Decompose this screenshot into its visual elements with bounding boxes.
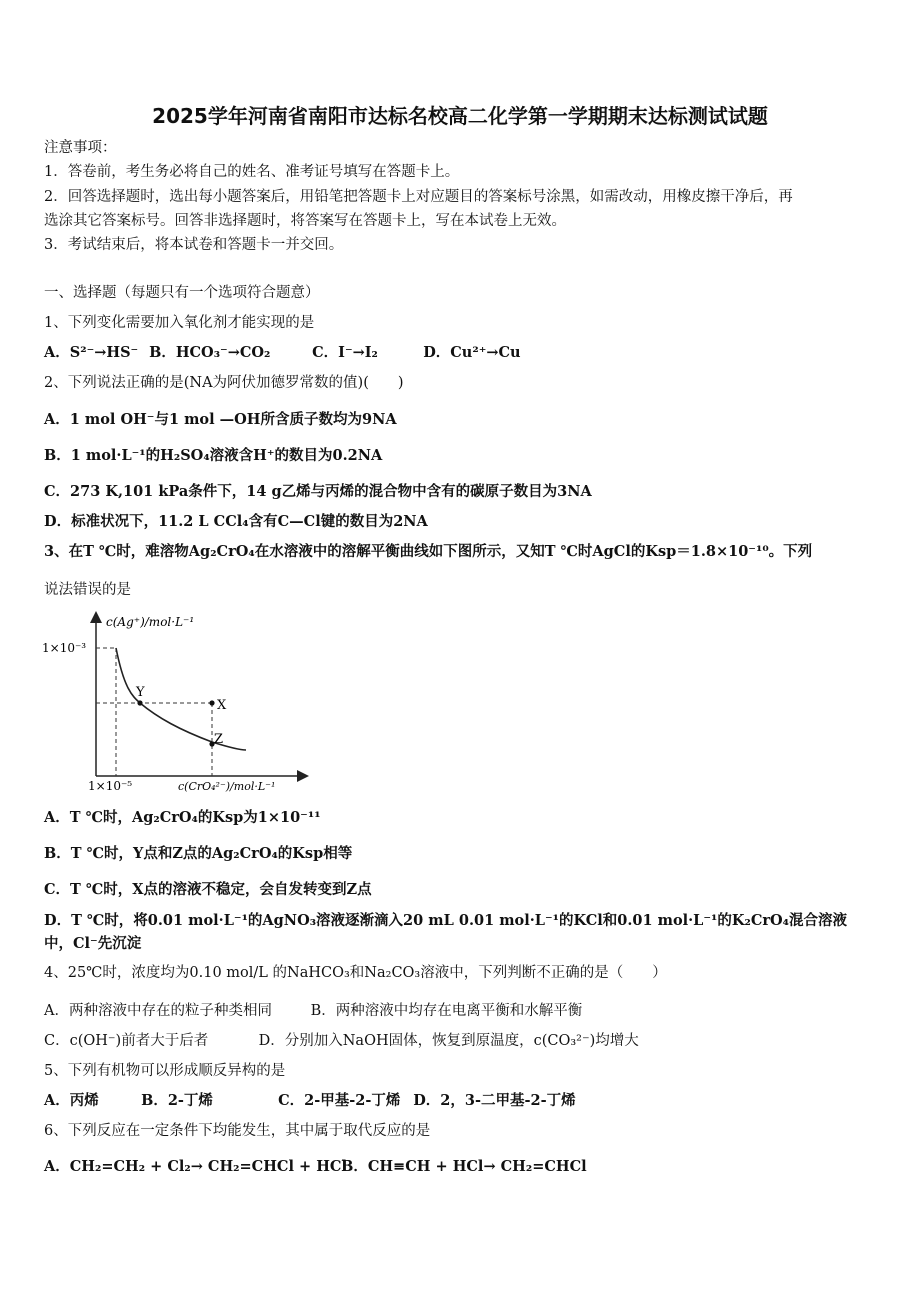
option-a: A．CH₂=CH₂ + Cl₂→ CH₂=CHCl + HCl (44, 1158, 347, 1175)
notice-heading: 注意事项： (44, 140, 117, 156)
point-z-label: Z (214, 732, 224, 747)
question-1-options (44, 343, 884, 363)
question-5-stem: 5、下列有机物可以形成顺反异构的是 (44, 1063, 286, 1079)
question-2-option-a: A．1 mol OH⁻与1 mol —OH所含质子数均为9NA (44, 411, 397, 428)
option-c: C．I⁻→I₂ (312, 344, 378, 361)
option-a: A．S²⁻→HS⁻ (44, 344, 139, 361)
question-1-stem: 1、下列变化需要加入氧化剂才能实现的是 (44, 315, 315, 331)
notice-item: 3．考试结束后，将本试卷和答题卡一并交回。 (44, 237, 344, 253)
question-4-stem: 4、25℃时，浓度均为0.10 mol/L 的NaHCO₃和Na₂CO₃溶液中，下列判断不正确的是（ ） (44, 965, 667, 981)
page-title: 2025学年河南省南阳市达标名校高二化学第一学期期末达标测试试题 (152, 104, 768, 128)
question-3-option-d: D．T ℃时，将0.01 mol·L⁻¹的AgNO₃溶液逐渐滴入20 mL 0.01 mol·L⁻¹的KCl和0.01 mol·L⁻¹的K₂CrO₄混合溶液 (44, 912, 847, 929)
option-a: A．丙烯 (44, 1092, 99, 1109)
question-2-option-d: D．标准状况下，11.2 L CCl₄含有C—Cl键的数目为2NA (44, 513, 428, 530)
notice-item: 2．回答选择题时，选出每小题答案后，用铅笔把答题卡上对应题目的答案标号涂黑，如需改动，用橡皮擦干净后，再 (44, 189, 793, 205)
point-x (209, 700, 214, 705)
point-x-label: X (217, 698, 227, 713)
question-3-option-a: A．T ℃时，Ag₂CrO₄的Ksp为1×10⁻¹¹ (44, 809, 321, 826)
question-3-option-c: C．T ℃时，X点的溶液不稳定，会自发转变到Z点 (44, 881, 372, 898)
question-4-options-row1 (44, 1001, 884, 1021)
question-6-options (44, 1157, 884, 1177)
option-b: B．2-丁烯 (141, 1092, 213, 1109)
x-tick-label: 1×10⁻⁵ (88, 779, 133, 792)
question-3-option-b: B．T ℃时，Y点和Z点的Ag₂CrO₄的Ksp相等 (44, 845, 353, 862)
solubility-chart (40, 608, 310, 792)
point-y (137, 700, 142, 705)
option-b: B．两种溶液中均存在电离平衡和水解平衡 (310, 1003, 583, 1019)
question-6-stem: 6、下列反应在一定条件下均能发生，其中属于取代反应的是 (44, 1123, 431, 1139)
section-heading: 一、选择题（每题只有一个选项符合题意） (44, 285, 320, 301)
option-d: D．分别加入NaOH固体，恢复到原温度，c(CO₃²⁻)均增大 (258, 1033, 639, 1049)
option-b: B．CH≡CH + HCl→ CH₂=CHCl (341, 1158, 587, 1175)
y-tick-label: 1×10⁻³ (42, 641, 87, 655)
question-3-option-d-cont: 中，Cl⁻先沉淀 (44, 935, 142, 952)
point-y-label: Y (136, 685, 145, 700)
y-axis-label: c(Ag⁺)/mol·L⁻¹ (106, 615, 195, 629)
option-d: D．Cu²⁺→Cu (423, 344, 521, 361)
notice-item: 1．答卷前，考生务必将自己的姓名、准考证号填写在答题卡上。 (44, 164, 460, 180)
option-a: A．两种溶液中存在的粒子种类相同 (44, 1003, 272, 1019)
option-b: B．HCO₃⁻→CO₂ (149, 344, 271, 361)
option-c: C．c(OH⁻)前者大于后者 (44, 1033, 209, 1049)
question-2-stem: 2、下列说法正确的是(NA为阿伏加德罗常数的值)( ) (44, 375, 404, 391)
question-3-stem-cont: 说法错误的是 (44, 582, 131, 598)
option-d: D．2，3-二甲基-2-丁烯 (413, 1092, 576, 1109)
notice-item: 选涂其它答案标号。回答非选择题时，将答案写在答题卡上，写在本试卷上无效。 (44, 213, 566, 229)
question-5-options (44, 1091, 884, 1111)
question-3-stem: 3、在T ℃时，难溶物Ag₂CrO₄在水溶液中的溶解平衡曲线如下图所示，又知T ℃时AgCl的Ksp＝1.8×10⁻¹⁰。下列 (44, 543, 813, 560)
question-2-option-b: B．1 mol·L⁻¹的H₂SO₄溶液含H⁺的数目为0.2NA (44, 447, 383, 464)
option-c: C．2-甲基-2-丁烯 (278, 1092, 401, 1109)
x-axis-label: c(CrO₄²⁻)/mol·L⁻¹ (178, 780, 276, 792)
question-2-option-c: C．273 K,101 kPa条件下，14 g乙烯与丙烯的混合物中含有的碳原子数目为3NA (44, 483, 592, 500)
question-4-options-row2 (44, 1031, 884, 1051)
